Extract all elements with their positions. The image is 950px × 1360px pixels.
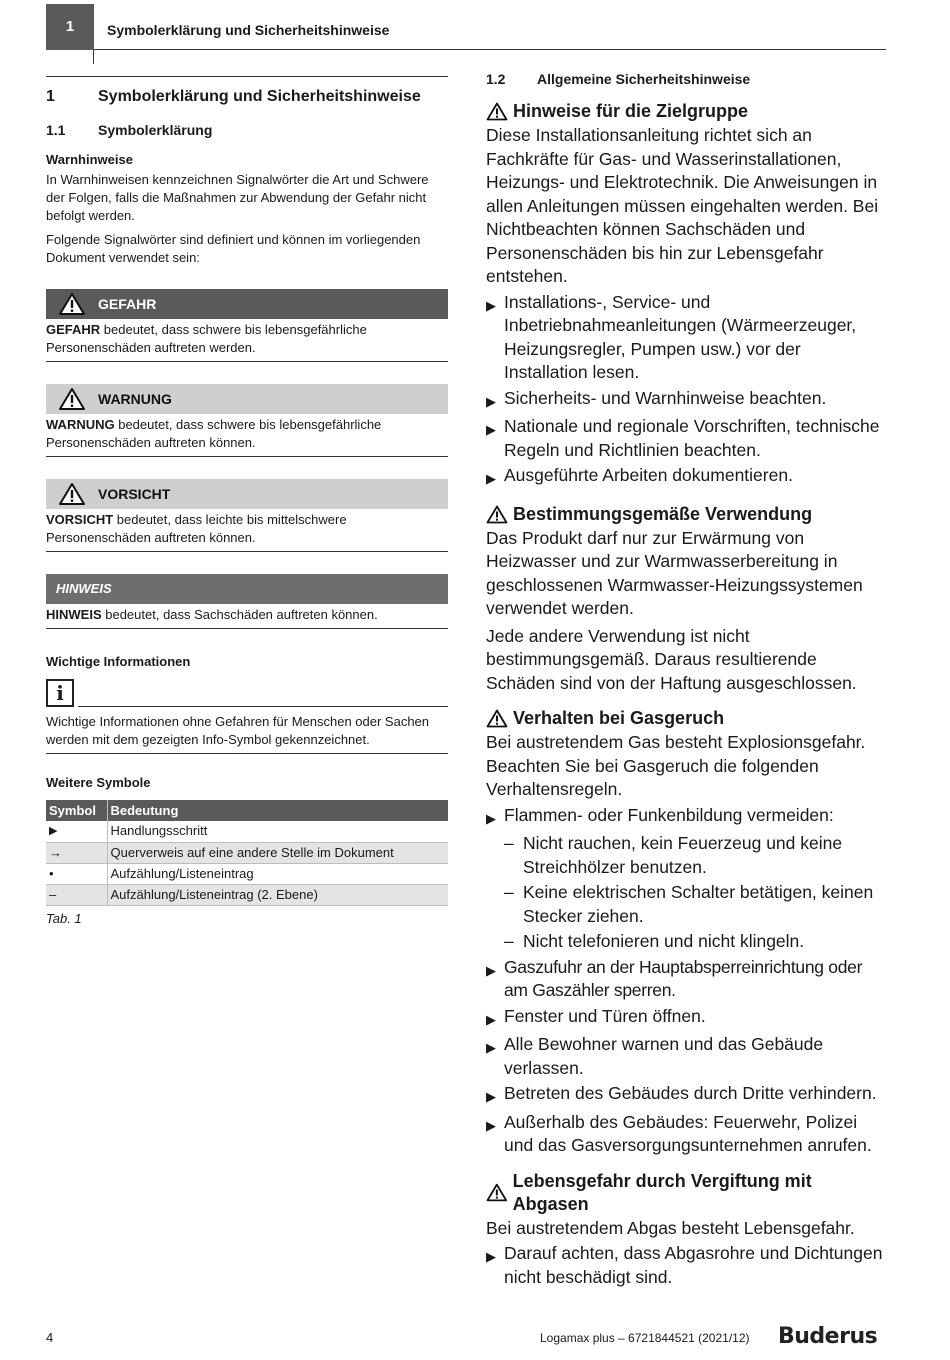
vorsicht-text: bedeutet, dass leichte bis mittelschwere Personenschäden auftreten können. <box>46 512 347 545</box>
gasgeruch-paragraph: Bei austretendem Gas besteht Explosionsgefahr. Beachten Sie bei Gasgeruch die folgenden Verhaltensregeln. <box>486 732 866 799</box>
section-title: Symbolerklärung und Sicherheitshinweise <box>98 88 421 105</box>
header-tick <box>93 50 94 64</box>
warnung-signal-word: WARNUNG <box>46 417 115 432</box>
warnung-text: bedeutet, dass schwere bis lebensgefährliche Personenschäden auftreten können. <box>46 417 382 450</box>
hinweis-text: bedeutet, dass Sachschäden auftreten können. <box>101 607 378 622</box>
list-item-text: Sicherheits- und Warnhinweise beachten. <box>504 387 827 408</box>
table-row <box>46 863 448 884</box>
dash-marker: – <box>504 833 514 853</box>
list-item-text: Betreten des Gebäudes durch Dritte verhindern. <box>504 1083 877 1103</box>
warning-triangle-icon <box>46 482 98 506</box>
info-description: Wichtige Informationen ohne Gefahren für Menschen oder Sachen werden mit dem gezeigten Info-Symbol gekennzeichnet. <box>46 711 448 754</box>
dash-marker: – <box>504 931 514 951</box>
symbols-table <box>46 800 448 906</box>
section-heading-1-1 <box>46 121 448 139</box>
action-step-marker: ▶ <box>486 1249 496 1264</box>
hinweis-signal-word: HINWEIS <box>46 607 102 622</box>
warning-triangle-icon <box>46 387 98 411</box>
action-step-marker: ▶ <box>486 962 496 978</box>
subsection-number: 1.2 <box>486 71 506 87</box>
warning-triangle-icon <box>486 505 508 524</box>
table-header-meaning: Bedeutung <box>107 800 448 821</box>
zielgruppe-paragraph: Diese Installationsanleitung richtet sich an Fachkräfte für Gas- und Wasserinstallationen, Heizungs- und Elektrotechnik. Die Anweisungen in allen Anleitungen müssen eingehalten werden. Bei Nichtbeachten können Sachschäden und Personenschäden bis hin zur Lebensgefahr entstehen. <box>486 125 879 286</box>
sub-list-item-text: Nicht telefonieren und nicht klingeln. <box>523 931 805 951</box>
warnung-label: WARNUNG <box>98 391 172 407</box>
sub-list-item-text: Nicht rauchen, kein Feuerzeug und keine Streichhölzer benutzen. <box>523 833 843 877</box>
warnhinweise-paragraph-1: In Warnhinweisen kennzeichnen Signalwörter die Art und Schwere der Folgen, falls die Maßnahmen zur Abwendung der Gefahr nicht befolgt werden. <box>46 172 429 223</box>
list-item <box>486 464 886 491</box>
dash-marker: – <box>504 882 514 902</box>
list-item-text: Gaszufuhr an der Hauptabsperreinrichtung oder am Gaszähler sperren. <box>504 956 863 1000</box>
action-step-marker: ▶ <box>486 810 496 826</box>
list-item <box>486 1111 886 1158</box>
gasgeruch-heading <box>486 707 886 730</box>
sub-list-item <box>486 930 886 954</box>
gefahr-bar <box>46 289 448 319</box>
table-cell-meaning: Aufzählung/Listeneintrag <box>107 863 448 884</box>
action-step-marker: ▶ <box>486 1089 496 1104</box>
zielgruppe-heading <box>486 100 886 123</box>
info-heading: Wichtige Informationen <box>46 654 191 669</box>
verwendung-paragraph-2: Jede andere Verwendung ist nicht bestimmungsgemäß. Daraus resultierende Schäden sind von der Haftung ausgeschlossen. <box>486 625 857 693</box>
table-cell-meaning: Querverweis auf eine andere Stelle im Dokument <box>107 842 448 863</box>
page-number: 4 <box>46 1330 54 1345</box>
table-caption: Tab. 1 <box>46 910 82 926</box>
abgase-heading <box>486 1170 886 1216</box>
action-step-marker: ▶ <box>486 471 496 486</box>
table-cell-symbol: – <box>46 884 107 905</box>
abgase-title: Lebensgefahr durch Vergiftung mit Abgasen <box>512 1170 812 1214</box>
verwendung-heading <box>486 503 886 526</box>
warning-triangle-icon <box>486 1183 508 1202</box>
table-row <box>46 884 448 905</box>
action-step-marker: ▶ <box>486 1117 496 1133</box>
list-item <box>486 291 886 385</box>
list-item-text: Alle Bewohner warnen und das Gebäude verlassen. <box>504 1034 824 1078</box>
warnung-bar <box>46 384 448 414</box>
verwendung-paragraph-1: Das Produkt darf nur zur Erwärmung von Heizwasser und zur Warmwasserbereitung in geschlossenen Warmwasser-Heizungssystemen verwendet werden. <box>486 527 863 618</box>
list-item-text: Installations-, Service- und Inbetriebnahmeanleitungen (Wärmeerzeuger, Heizungsregler, Pumpen usw.) vor der Installation lesen. <box>504 291 857 382</box>
list-item <box>486 415 886 462</box>
action-step-marker: ▶ <box>486 422 496 437</box>
warnhinweise-paragraph-2: Folgende Signalwörter sind definiert und können im vorliegenden Dokument verwendet sein: <box>46 232 421 265</box>
section-heading-1 <box>46 87 448 107</box>
gefahr-text: bedeutet, dass schwere bis lebensgefährliche Personenschäden auftreten werden. <box>46 322 367 355</box>
info-symbol-row <box>46 679 448 707</box>
subsection-title: Symbolerklärung <box>98 122 213 138</box>
list-item-text: Außerhalb des Gebäudes: Feuerwehr, Polizei und das Gasversorgungsunternehmen anrufen. <box>504 1111 872 1155</box>
table-cell-meaning: Handlungsschritt <box>107 821 448 842</box>
section-heading-1-2 <box>486 70 886 88</box>
list-item <box>486 1005 886 1032</box>
sub-list-item <box>486 832 886 879</box>
hinweis-bar: HINWEIS <box>46 574 448 604</box>
vorsicht-description <box>46 509 448 552</box>
list-item-text: Fenster und Türen öffnen. <box>504 1005 706 1026</box>
list-item <box>486 1242 886 1289</box>
hinweis-description <box>46 604 448 629</box>
table-cell-symbol: → <box>46 842 107 863</box>
warning-triangle-icon <box>486 102 508 121</box>
warning-triangle-icon <box>486 709 508 728</box>
list-item <box>486 804 886 831</box>
subsection-title: Allgemeine Sicherheitshinweise <box>537 71 751 87</box>
list-item <box>486 387 886 414</box>
section-rule <box>46 76 448 77</box>
verwendung-title: Bestimmungsgemäße Verwendung <box>513 503 813 524</box>
buderus-logo: Buderus <box>778 1324 878 1349</box>
chapter-number-box: 1 <box>46 4 94 50</box>
action-step-marker: ▶ <box>486 1011 496 1027</box>
table-header-symbol: Symbol <box>46 800 107 821</box>
gefahr-description <box>46 319 448 362</box>
table-cell-symbol: ▶ <box>46 821 107 842</box>
list-item-text: Flammen- oder Funkenbildung vermeiden: <box>504 804 834 825</box>
gefahr-signal-word: GEFAHR <box>46 322 101 337</box>
vorsicht-label: VORSICHT <box>98 486 171 502</box>
zielgruppe-title: Hinweise für die Zielgruppe <box>513 101 749 121</box>
table-row <box>46 821 448 842</box>
document-reference: Logamax plus – 6721844521 (2021/12) <box>540 1331 750 1345</box>
warnhinweise-heading: Warnhinweise <box>46 152 133 167</box>
table-row <box>46 842 448 863</box>
warnung-description <box>46 414 448 457</box>
list-item-text: Ausgeführte Arbeiten dokumentieren. <box>504 465 793 485</box>
action-step-marker: ▶ <box>486 393 496 409</box>
abgase-paragraph: Bei austretendem Abgas besteht Lebensgefahr. <box>486 1217 855 1238</box>
running-header-title: Symbolerklärung und Sicherheitshinweise <box>107 22 390 38</box>
list-item <box>486 1082 886 1109</box>
symbols-heading: Weitere Symbole <box>46 775 151 790</box>
vorsicht-signal-word: VORSICHT <box>46 512 114 527</box>
subsection-number: 1.1 <box>46 122 66 138</box>
right-column <box>486 70 886 1289</box>
list-item <box>486 1033 886 1080</box>
action-step-marker: ▶ <box>486 297 496 313</box>
action-step-marker: ▶ <box>486 1040 496 1055</box>
list-item-text: Darauf achten, dass Abgasrohre und Dichtungen nicht beschädigt sind. <box>504 1243 883 1287</box>
gefahr-label: GEFAHR <box>98 296 157 312</box>
warning-triangle-icon <box>46 292 98 316</box>
left-column <box>46 76 448 928</box>
info-icon: i <box>46 679 74 707</box>
vorsicht-bar <box>46 479 448 509</box>
header-rule <box>94 49 886 50</box>
list-item <box>486 956 886 1003</box>
list-item-text: Nationale und regionale Vorschriften, technische Regeln und Richtlinien beachten. <box>504 416 880 460</box>
info-rule <box>78 679 448 707</box>
section-number: 1 <box>46 88 55 105</box>
table-cell-meaning: Aufzählung/Listeneintrag (2. Ebene) <box>107 884 448 905</box>
table-cell-symbol: • <box>46 863 107 884</box>
gasgeruch-title: Verhalten bei Gasgeruch <box>513 708 725 728</box>
sub-list-item-text: Keine elektrischen Schalter betätigen, keinen Stecker ziehen. <box>523 882 874 926</box>
sub-list-item <box>486 881 886 928</box>
